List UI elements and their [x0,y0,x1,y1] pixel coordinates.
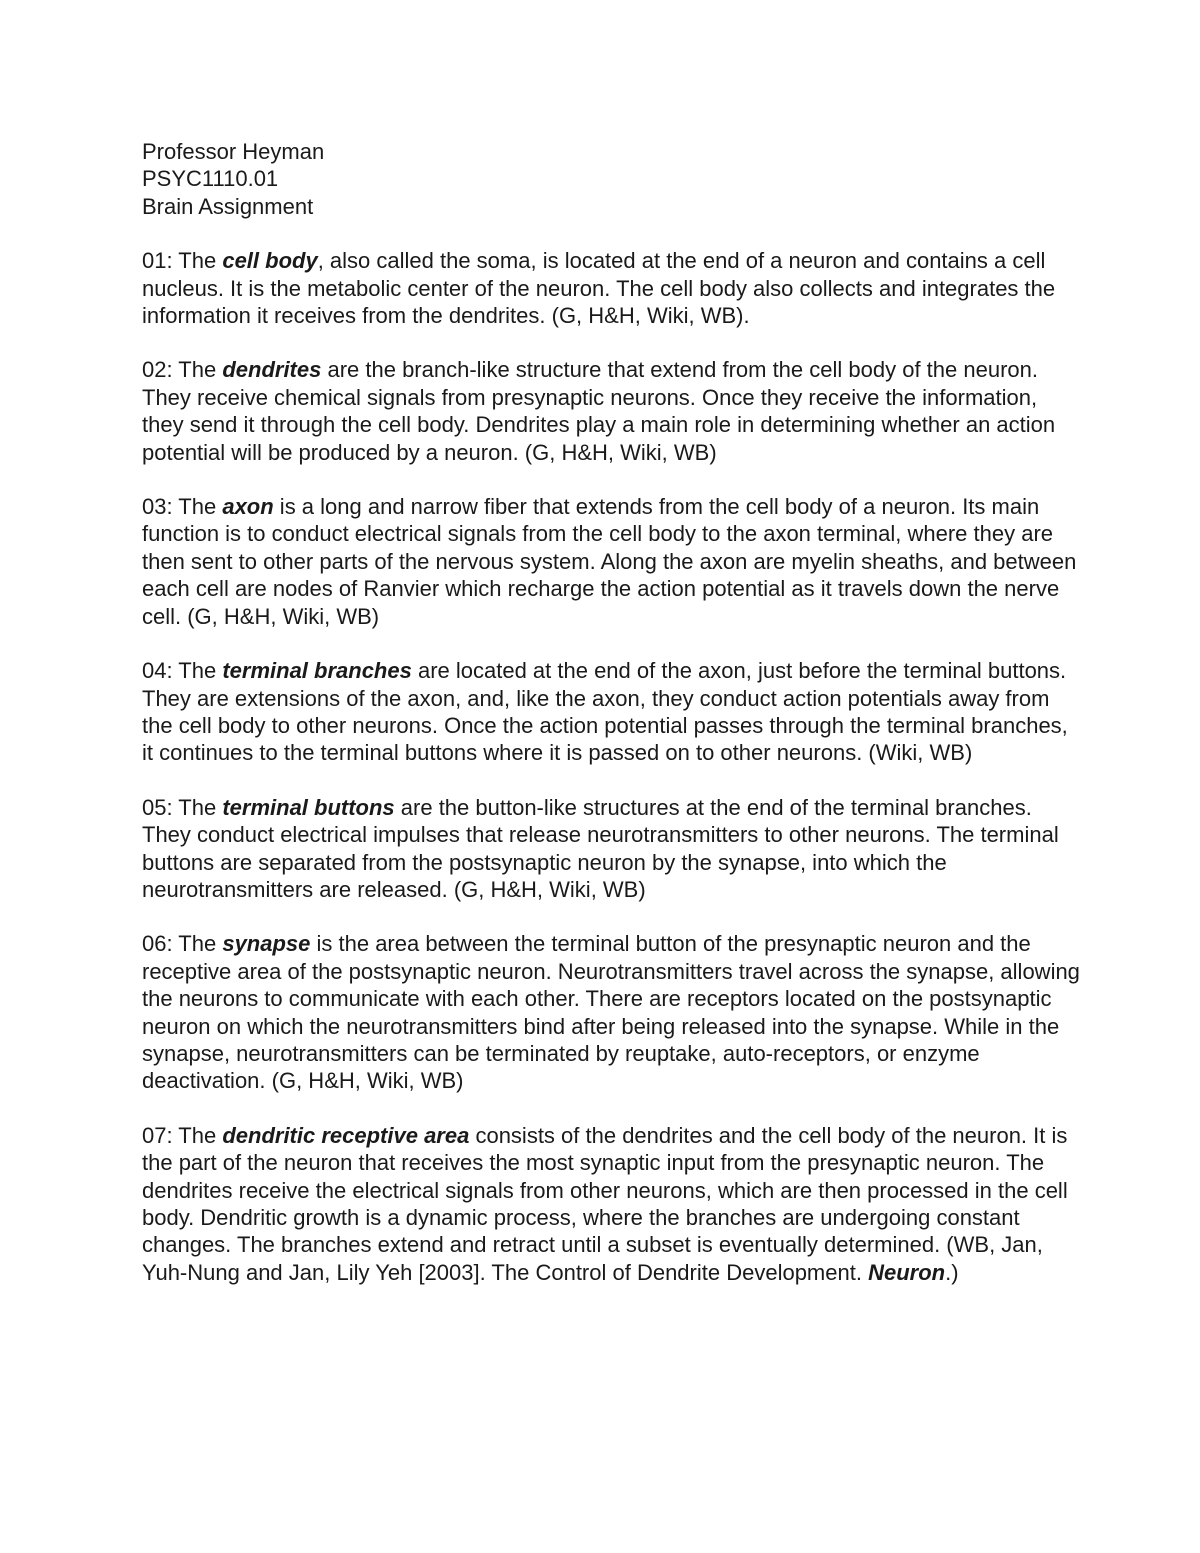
term-cell-body: cell body [222,248,318,274]
paragraph-prefix: 03: The [142,494,223,520]
paragraph-body: , also called the soma, is located at the end of a neuron and contains a cell nucleus. It is the metabolic center of the neuron. The cell body also collects and integrates the information it receives from the dendrites. (G, H&H, Wiki, WB). [142,248,1056,329]
paragraph-suffix: .) [945,1259,959,1285]
paragraph-prefix: 01: The [142,248,223,274]
paragraph-body: are the branch-like structure that extend from the cell body of the neuron. They receive chemical signals from presynaptic neurons. Once they receive the information, they send it through the cell body. Dendrites play a main role in determining whether an action potential will be produced by a neuron. (G, H&H, Wiki, WB) [142,357,1056,465]
paragraph-body: is a long and narrow fiber that extends from the cell body of a neuron. Its main function is to conduct electrical signals from the cell body to the axon terminal, where they are then sent to other parts of the nervous system. Along the axon are myelin sheaths, and between each cell are nodes of Ranvier which recharge the action potential as it travels down the nerve cell. (G, H&H, Wiki, WB) [142,494,1077,629]
paragraph-dendrites [142,356,1082,466]
paragraph-dendritic-receptive-area [142,1122,1082,1286]
paragraph-prefix: 07: The [142,1122,223,1148]
term-dendrites: dendrites [222,357,322,383]
paragraph-cell-body [142,247,1082,329]
paragraph-prefix: 05: The [142,794,223,820]
paragraph-prefix: 04: The [142,658,223,684]
paragraph-body: is the area between the terminal button of the presynaptic neuron and the receptive area of the postsynaptic neuron. Neurotransmitters travel across the synapse, allowing the neurons to communicate with each other. There are receptors located on the postsynaptic neuron on which the neurotransmitters bind after being released into the synapse. While in the synapse, neurotransmitters can be terminated by reuptake, auto-receptors, or enzyme deactivation. (G, H&H, Wiki, WB) [142,931,1080,1094]
assignment-title: Brain Assignment [142,193,314,219]
term-dendritic-receptive-area: dendritic receptive area [222,1122,470,1148]
journal-name: Neuron [868,1259,946,1285]
term-axon: axon [222,494,274,520]
paragraph-body: consists of the dendrites and the cell body of the neuron. It is the part of the neuron that receives the most synaptic input from the presynaptic neuron. The dendrites receive the electrical signals from other neurons, which are then processed in the cell body. Dendritic growth is a dynamic process, where the branches are undergoing constant changes. The branches extend and retract until a subset is eventually determined. (WB, Jan, Yuh-Nung and Jan, Lily Yeh [2003]. The Control of Dendrite Development. [142,1122,1068,1285]
term-synapse: synapse [222,931,311,957]
paragraph-body: are located at the end of the axon, just before the terminal buttons. They are extensions of the axon, and, like the axon, they conduct action potentials away from the cell body to other neurons. Once the action potential passes through the terminal branches, it continues to the terminal buttons where it is passed on to other neurons. (Wiki, WB) [142,658,1068,766]
document-page [142,138,1082,1286]
document-header [142,138,1082,220]
course-code: PSYC1110.01 [142,166,279,192]
professor-name: Professor Heyman [142,139,325,164]
paragraph-prefix: 02: The [142,357,223,383]
paragraph-synapse [142,930,1082,1094]
paragraph-terminal-branches [142,657,1082,767]
paragraph-prefix: 06: The [142,931,223,957]
paragraph-terminal-buttons [142,794,1082,904]
term-terminal-buttons: terminal buttons [222,794,395,820]
paragraph-axon [142,493,1082,630]
term-terminal-branches: terminal branches [222,658,412,684]
paragraph-body: are the button-like structures at the end of the terminal branches. They conduct electrical impulses that release neurotransmitters to other neurons. The terminal buttons are separated from the postsynaptic neuron by the synapse, into which the neurotransmitters are released. (G, H&H, Wiki, WB) [142,794,1059,902]
